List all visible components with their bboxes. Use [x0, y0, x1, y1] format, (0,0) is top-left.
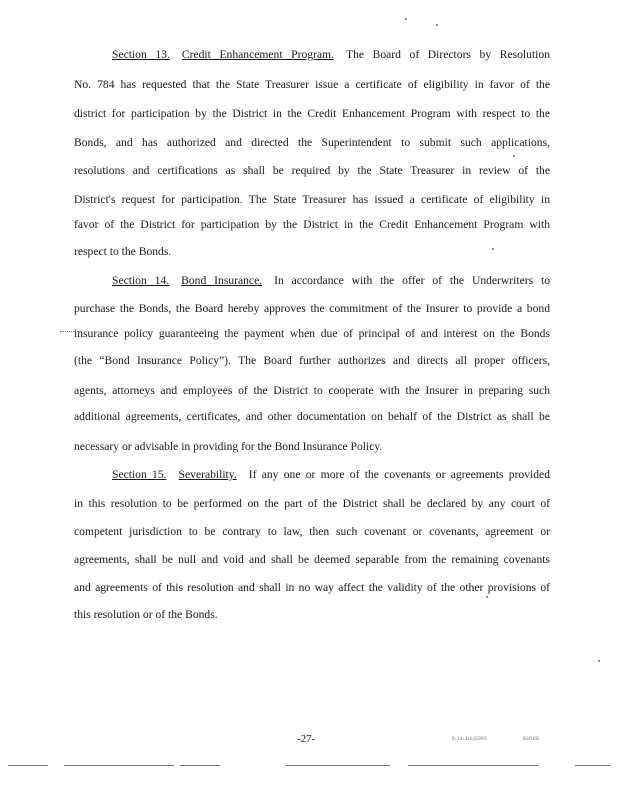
section-15-title: Severability.: [178, 468, 237, 481]
section-15-line: this resolution or of the Bonds.: [74, 608, 218, 621]
section-14-title: Bond Insurance.: [181, 274, 263, 287]
section-13-line: favor of the District for participation by the District in the Credit Enhancement Program with: [74, 218, 550, 231]
section-15-line1-text: If any one or more of the covenants or agreements provided: [248, 468, 550, 481]
scan-artifact-line: [286, 765, 390, 766]
scan-speck: [598, 660, 600, 662]
section-14-line: (the “Bond Insurance Policy”). The Board further authorizes and directs all proper officers,: [74, 354, 550, 367]
document-id: 9:14:4(b)5093: [452, 737, 492, 742]
section-15-first-line: [112, 468, 550, 482]
scan-artifact-line: [575, 765, 610, 766]
scan-speck: [486, 596, 488, 598]
section-14-line: necessary or advisable in providing for the Bond Insurance Policy.: [74, 440, 383, 453]
document-code: 03/0105: [523, 737, 540, 742]
scan-artifact-line: [408, 765, 538, 766]
section-15-line: in this resolution to be performed on the part of the District shall be declared by any court of: [74, 497, 550, 510]
section-15-line: agreements, shall be null and void and shall be deemed separable from the remaining covenants: [74, 553, 550, 566]
section-14-first-line: [112, 274, 550, 288]
section-13-line: No. 784 has requested that the State Treasurer issue a certificate of eligibility in favor of the: [74, 78, 550, 91]
scan-artifact-line: [180, 765, 220, 766]
section-13-first-line: [112, 48, 550, 62]
section-15-line: competent jurisdiction to be contrary to law, then such covenant or covenants, agreement or: [74, 525, 550, 538]
page-number: -27-: [297, 733, 316, 745]
section-13-line: respect to the Bonds.: [74, 245, 172, 258]
scan-speck: [405, 18, 407, 20]
section-14-line: additional agreements, certificates, and other documentation on behalf of the District as shall be: [74, 410, 550, 423]
scan-speck: [492, 248, 494, 250]
section-13-line: Bonds, and has authorized and directed the Superintendent to submit such applications,: [74, 136, 550, 149]
scan-speck: [436, 24, 438, 26]
section-15-line: and agreements of this resolution and shall in no way affect the validity of the other provisions of: [74, 581, 550, 594]
section-15-heading: Section 15.: [112, 468, 167, 481]
section-14-line1-text: In accordance with the offer of the Underwriters to: [274, 274, 551, 287]
section-13-title: Credit Enhancement Program.: [181, 48, 334, 61]
section-13-heading: Section 13.: [112, 48, 170, 61]
section-13-line: resolutions and certifications as shall be required by the State Treasurer in review of the: [74, 164, 550, 177]
scan-artifact-dashes: [60, 331, 78, 333]
section-14-line: purchase the Bonds, the Board hereby approves the commitment of the Insurer to provide a bond: [74, 302, 550, 315]
section-13-line1-text: The Board of Directors by Resolution: [345, 48, 550, 61]
section-14-heading: Section 14.: [112, 274, 170, 287]
section-14-line: agents, attorneys and employees of the District to cooperate with the Insurer in preparing such: [74, 384, 550, 397]
scan-speck: [513, 155, 515, 157]
section-14-line: insurance policy guaranteeing the payment when due of principal of and interest on the Bonds: [74, 327, 550, 340]
scan-artifact-line: [64, 765, 174, 766]
scan-artifact-line: [8, 765, 48, 766]
section-13-line: district for participation by the District in the Credit Enhancement Program with respect to the: [74, 107, 550, 120]
section-13-line: District's request for participation. The State Treasurer has issued a certificate of eligibility in: [74, 193, 550, 206]
